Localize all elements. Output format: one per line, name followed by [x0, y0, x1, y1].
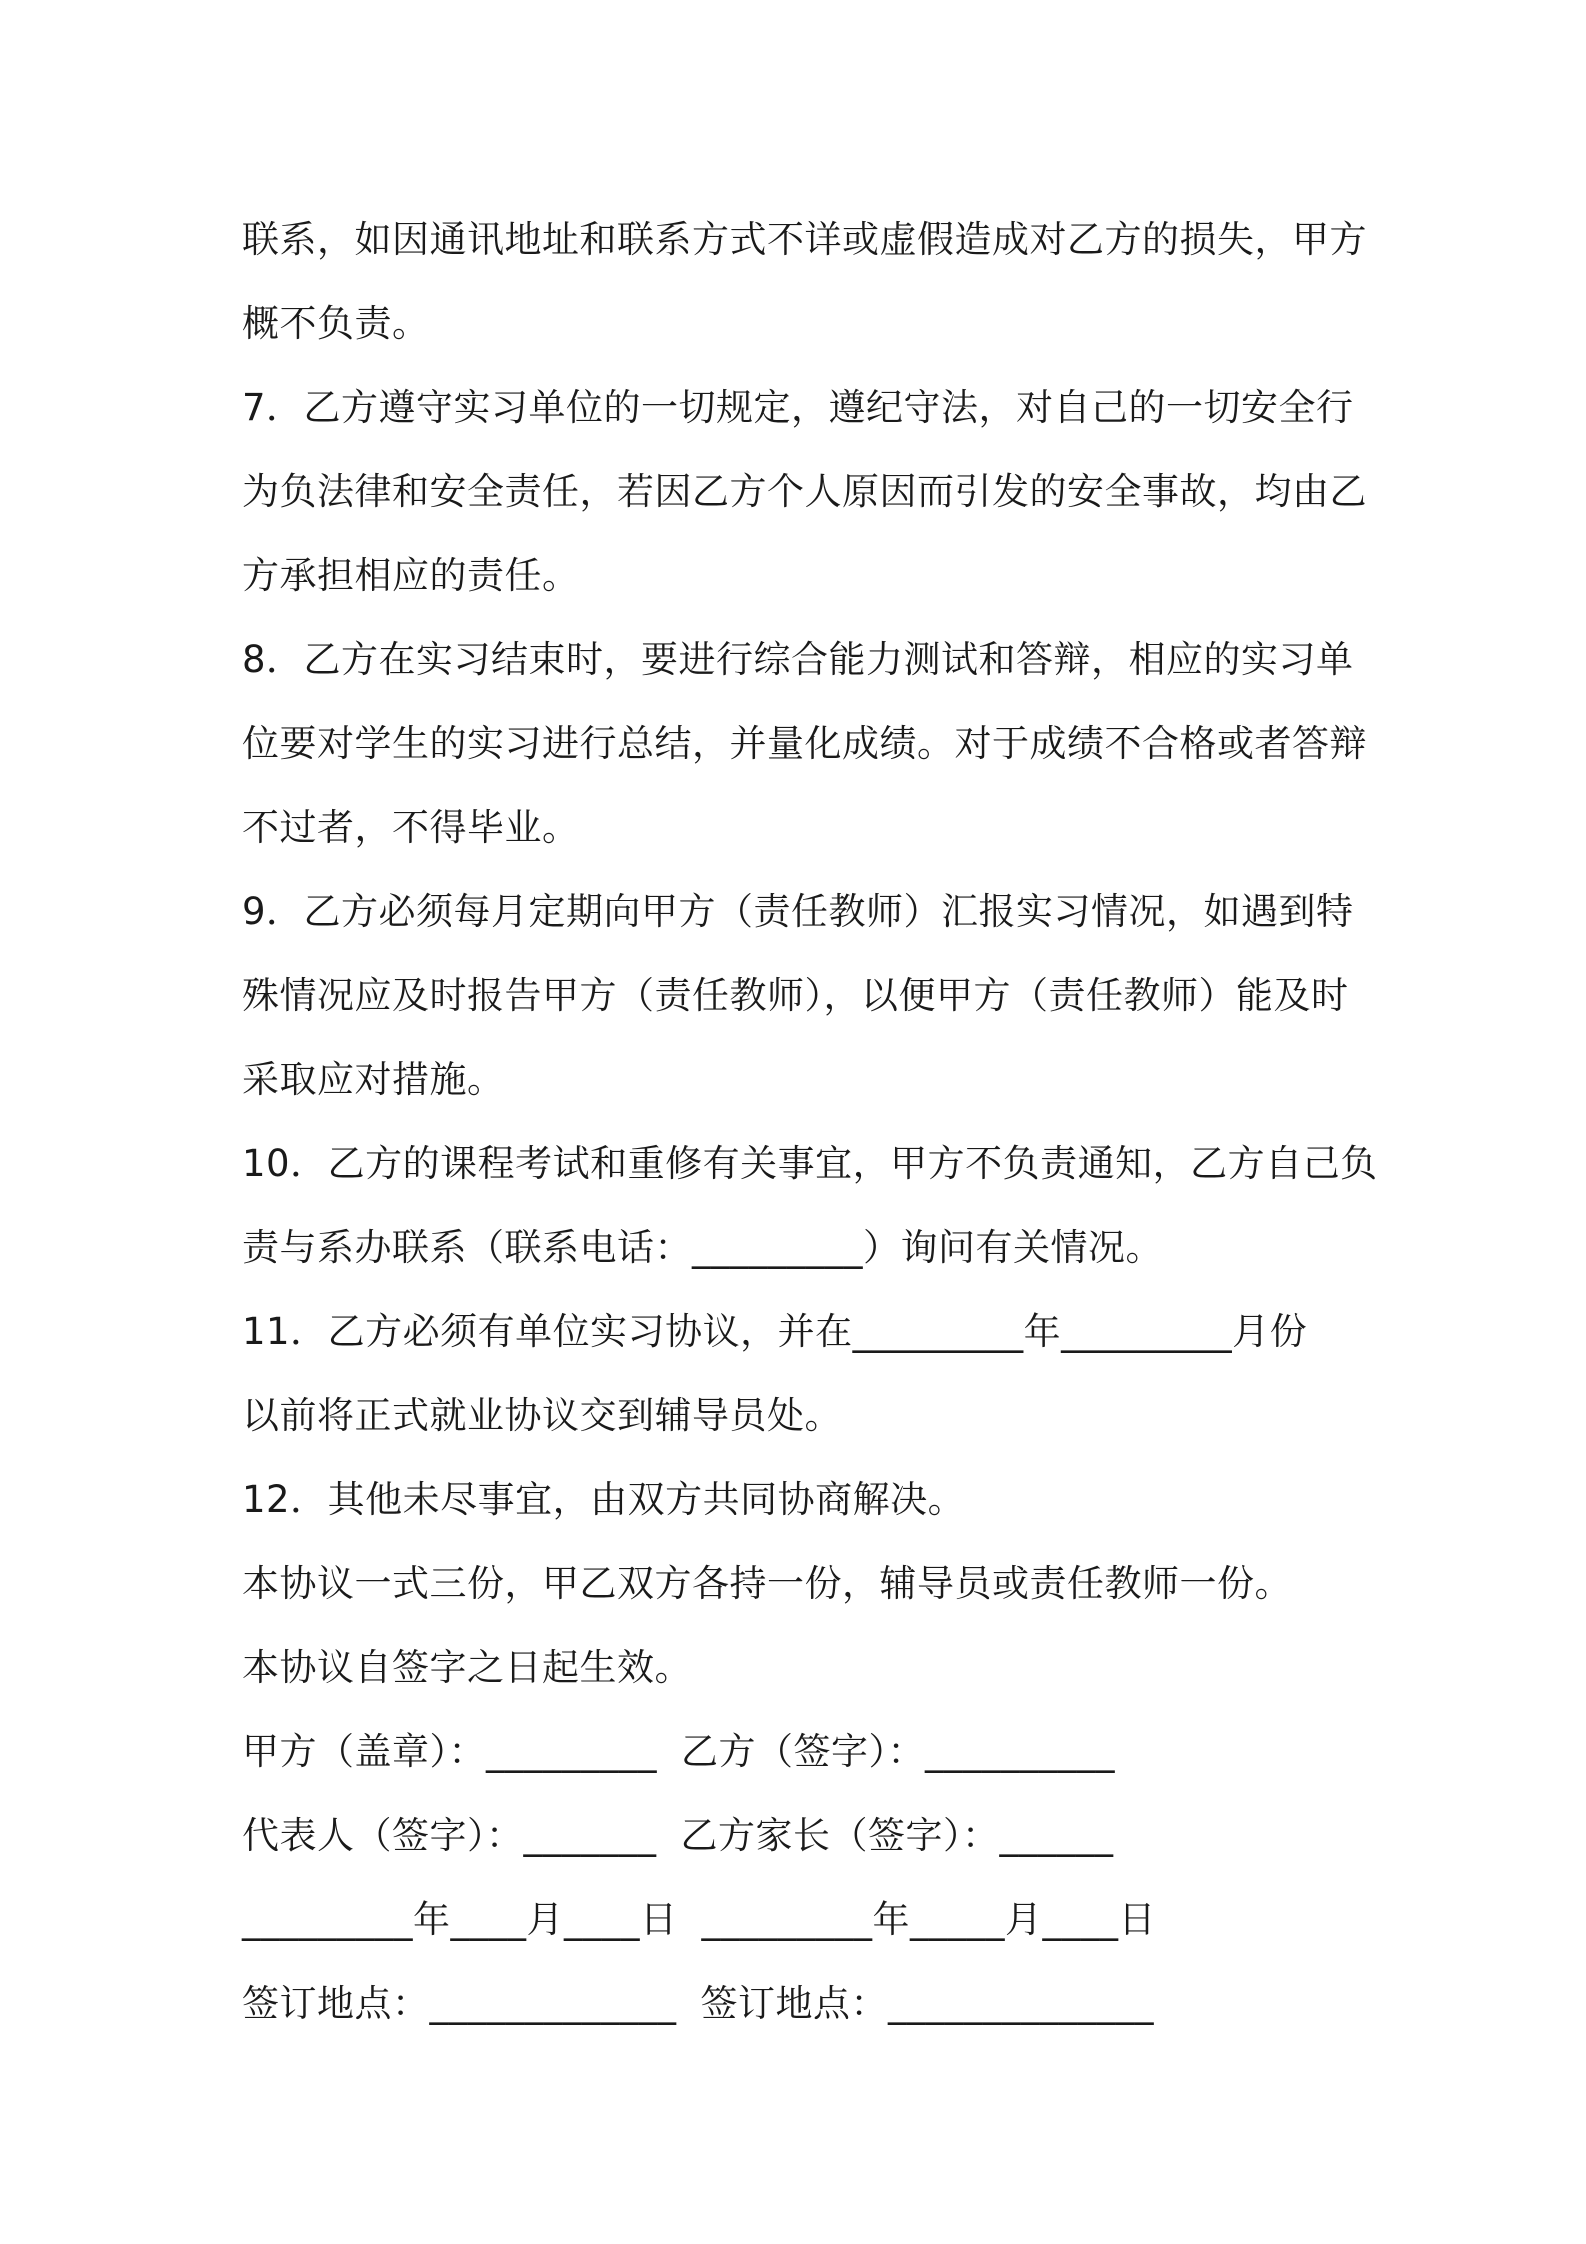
effective-note: 本协议自签字之日起生效。 — [242, 1646, 692, 1689]
clause-7-line-3: 方承担相应的责任。 — [242, 554, 580, 597]
clause-10-line-2: 责与系办联系（联系电话：_________）询问有关情况。 — [242, 1226, 1163, 1269]
signature-row-1 — [242, 1710, 1352, 1794]
clause-11-line-1: 11．乙方必须有单位实习协议，并在_________年_________月份 — [242, 1310, 1308, 1353]
clause-8-line-3: 不过者，不得毕业。 — [242, 806, 580, 849]
party-a-location-field: 签订地点：_____________ — [242, 1982, 677, 2025]
party-b-signature-field: 乙方（签字）：__________ — [681, 1730, 1115, 1773]
clause-8-line-2: 位要对学生的实习进行总结，并量化成绩。对于成绩不合格或者答辩 — [242, 722, 1367, 765]
signature-row-4 — [242, 1962, 1352, 2046]
copies-note: 本协议一式三份，甲乙双方各持一份，辅导员或责任教师一份。 — [242, 1562, 1292, 1605]
clause-8-line-1: 8．乙方在实习结束时，要进行综合能力测试和答辩，相应的实习单 — [242, 638, 1354, 681]
party-a-date-field: _________年____月____日 — [242, 1898, 678, 1941]
clause-9-line-2: 殊情况应及时报告甲方（责任教师），以便甲方（责任教师）能及时 — [242, 974, 1349, 1017]
agreement-page — [242, 198, 1378, 2046]
signature-block — [242, 1710, 1352, 2046]
clause-10-line-1: 10．乙方的课程考试和重修有关事宜，甲方不负责通知，乙方自己负 — [242, 1142, 1378, 1185]
signature-row-2 — [242, 1794, 1352, 1878]
signature-row-3 — [242, 1878, 1352, 1962]
party-a-seal-field: 甲方（盖章）：_________ — [242, 1730, 657, 1773]
party-b-date-field: _________年_____月____日 — [701, 1898, 1156, 1941]
clause-7-line-2: 为负法律和安全责任，若因乙方个人原因而引发的安全事故，均由乙 — [242, 470, 1367, 513]
text-line: 联系，如因通讯地址和联系方式不详或虚假造成对乙方的损失，甲方 — [242, 218, 1367, 261]
party-b-parent-signature-field: 乙方家长（签字）：______ — [680, 1814, 1114, 1857]
clause-9-line-1: 9．乙方必须每月定期向甲方（责任教师）汇报实习情况，如遇到特 — [242, 890, 1354, 933]
party-b-location-field: 签订地点：______________ — [700, 1982, 1154, 2025]
clause-9-line-3: 采取应对措施。 — [242, 1058, 505, 1101]
clause-11-line-2: 以前将正式就业协议交到辅导员处。 — [242, 1394, 842, 1437]
clause-7-line-1: 7．乙方遵守实习单位的一切规定，遵纪守法，对自己的一切安全行 — [242, 386, 1354, 429]
text-line: 概不负责。 — [242, 302, 430, 345]
clause-12-line-1: 12．其他未尽事宜，由双方共同协商解决。 — [242, 1478, 966, 1521]
representative-signature-field: 代表人（签字）：_______ — [242, 1814, 657, 1857]
